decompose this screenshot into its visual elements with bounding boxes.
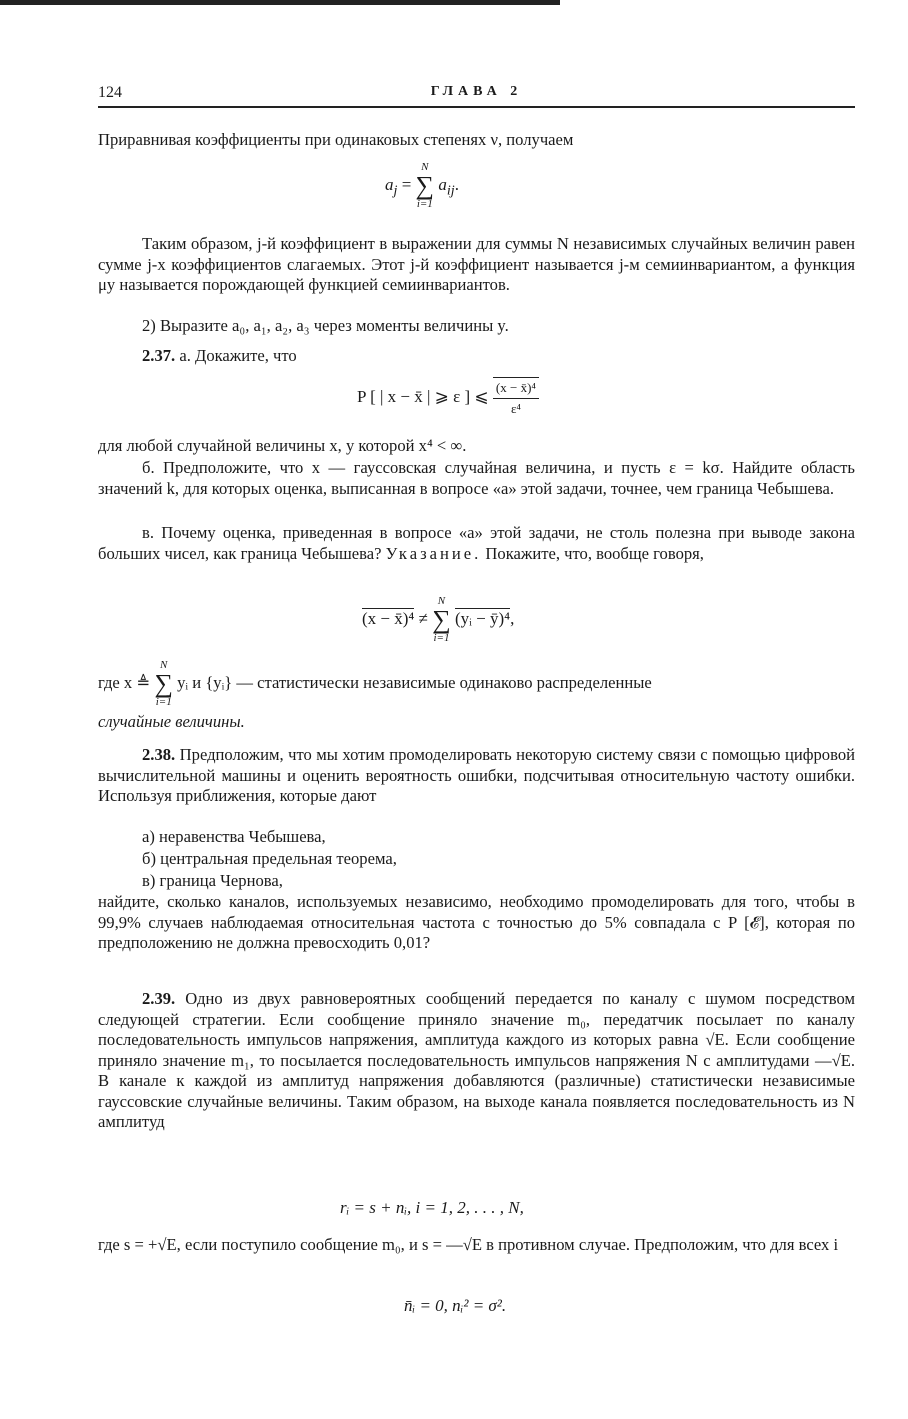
equation-received-amplitudes: rᵢ = s + nᵢ, i = 1, 2, . . . , N, (340, 1198, 524, 1217)
problem-2-38-number: 2.38. (142, 745, 176, 764)
eq3-end: , (510, 608, 515, 628)
part-c-hint: Покажите, что, вообще говоря, (481, 543, 704, 563)
eq1-bot: i=1 (416, 198, 433, 210)
equation-coefficient-sum (385, 162, 459, 210)
eq1-end: . (454, 174, 459, 194)
paragraph-express-moments: 2) Выразите a₀, a₁, a₂, a₃ через моменты величины y. (142, 316, 509, 335)
top-rule (0, 0, 560, 5)
problem-2-39-number: 2.39. (142, 989, 176, 1008)
eq2-lhs: P [ | x − x̄ | ⩾ ε ] ⩽ (357, 386, 493, 406)
paragraph-iid-variables: случайные величины. (98, 712, 245, 731)
paragraph-part-c (98, 523, 855, 564)
list-item-chernov: в) граница Чернова, (142, 871, 283, 890)
paragraph-channels-count: найдите, сколько каналов, используемых независимо, необходимо промоделировать для того, чтобы в 99,9% случаев наблюдаемая относительная частота с точностью до 5% совпадала с P [𝓔], которая по предположению не должна превосходить 0,01? (98, 892, 855, 952)
paragraph-any-random-variable: для любой случайной величины x, у которой x⁴ < ∞. (98, 436, 467, 455)
paragraph-intro: Приравнивая коэффициенты при одинаковых степенях ν, получаем (98, 130, 574, 149)
part-c-question: в. Почему оценка, приведенная в вопросе «а» этой задачи, не столь полезна при выводе закона больших чисел, как граница Чебышева? (98, 523, 855, 563)
eq3-sum-symbol: N ∑ i=1 (432, 595, 451, 644)
eq3-neq: ≠ (414, 608, 433, 628)
list-item-clt: б) центральная предельная теорема, (142, 849, 397, 868)
equation-noise-moments: n̄ᵢ = 0, nᵢ² = σ². (404, 1296, 507, 1315)
p8-start: где x ≜ (98, 672, 155, 692)
eq3-rhs: (yᵢ − ȳ)⁴ (454, 608, 511, 628)
part-c-hint-label: Указание. (385, 543, 482, 563)
paragraph-signal-cases: где s = +√E, если поступило сообщение m₀, и s = —√E в противном случае. Предположим, что для всех i (98, 1235, 839, 1254)
problem-2-39 (98, 989, 855, 1133)
p8-top: N (160, 659, 168, 671)
eq2-num: (x − x̄)⁴ (493, 377, 539, 399)
page-number: 124 (98, 84, 122, 101)
eq1-eq: = (397, 174, 416, 194)
problem-2-38-text: Предположим, что мы хотим промоделировать некоторую систему связи с помощью цифровой вычислительной машины и оценить вероятность ошибки, подсчитывая относительную частоту ошибки. Используя приближения, которые дают (98, 745, 855, 805)
eq3-bot: i=1 (433, 632, 450, 644)
eq1-tsub: ij (446, 182, 455, 199)
paragraph-part-b: б. Предположите, что x — гауссовская случайная величина, и пусть ε = kσ. Найдите область значений k, для которых оценка, выписанная в вопросе «а» этой задачи, точнее, чем граница Чебышева. (98, 458, 855, 498)
problem-2-39-text: Одно из двух равновероятных сообщений передается по каналу с шумом посредством следующей стратегии. Если сообщение приняло значение m₀, передатчик посылает по каналу последовательность импульсов напряжения, амплитуда каждого из которых равна √E. Если сообщение приняло значение m₁, то посылается последовательность импульсов напряжения N с амплитудами —√E. В канале к каждой из амплитуд напряжения добавляются (различные) статистически независимые гауссовские случайные величины. Таким образом, на выходе канала появляется последовательность из N амплитуд (98, 989, 855, 1131)
problem-2-37-heading (98, 346, 855, 367)
p8-bot: i=1 (155, 696, 172, 708)
page-header (98, 84, 855, 108)
eq3-top: N (437, 595, 446, 607)
equation-fourth-moment-bound (357, 377, 539, 419)
paragraph-semiinvariants: Таким образом, j-й коэффициент в выражении для суммы N независимых случайных величин равен сумме j-х коэффициентов слагаемых. Этот j-й коэффициент называется j-м семиинвариантом, а функция μy называется порождающей функцией семиинвариантов. (98, 234, 855, 294)
problem-2-38 (98, 745, 855, 807)
eq1-term: a (438, 174, 447, 194)
running-head: ГЛАВА 2 (430, 84, 523, 99)
eq1-sub: j (393, 182, 398, 199)
equation-moment-inequality (362, 596, 514, 644)
eq1-top: N (421, 161, 429, 173)
eq2-fraction (493, 377, 539, 419)
eq3-lhs: (x − x̄)⁴ (362, 608, 415, 628)
definition-x-sum (98, 660, 652, 708)
eq1-lhs: a (385, 174, 394, 194)
eq1-sum-symbol: N ∑ i=1 (415, 161, 435, 210)
problem-2-37-intro: а. Докажите, что (175, 346, 297, 365)
p8-rest: yᵢ и {yᵢ} — статистически независимые одинаково распределенные (172, 672, 652, 692)
p8-sum-symbol: N ∑ i=1 (154, 659, 173, 708)
eq2-den: ε⁴ (510, 401, 521, 416)
problem-2-37-number: 2.37. (142, 346, 176, 365)
list-item-chebyshev: а) неравенства Чебышева, (142, 827, 326, 846)
